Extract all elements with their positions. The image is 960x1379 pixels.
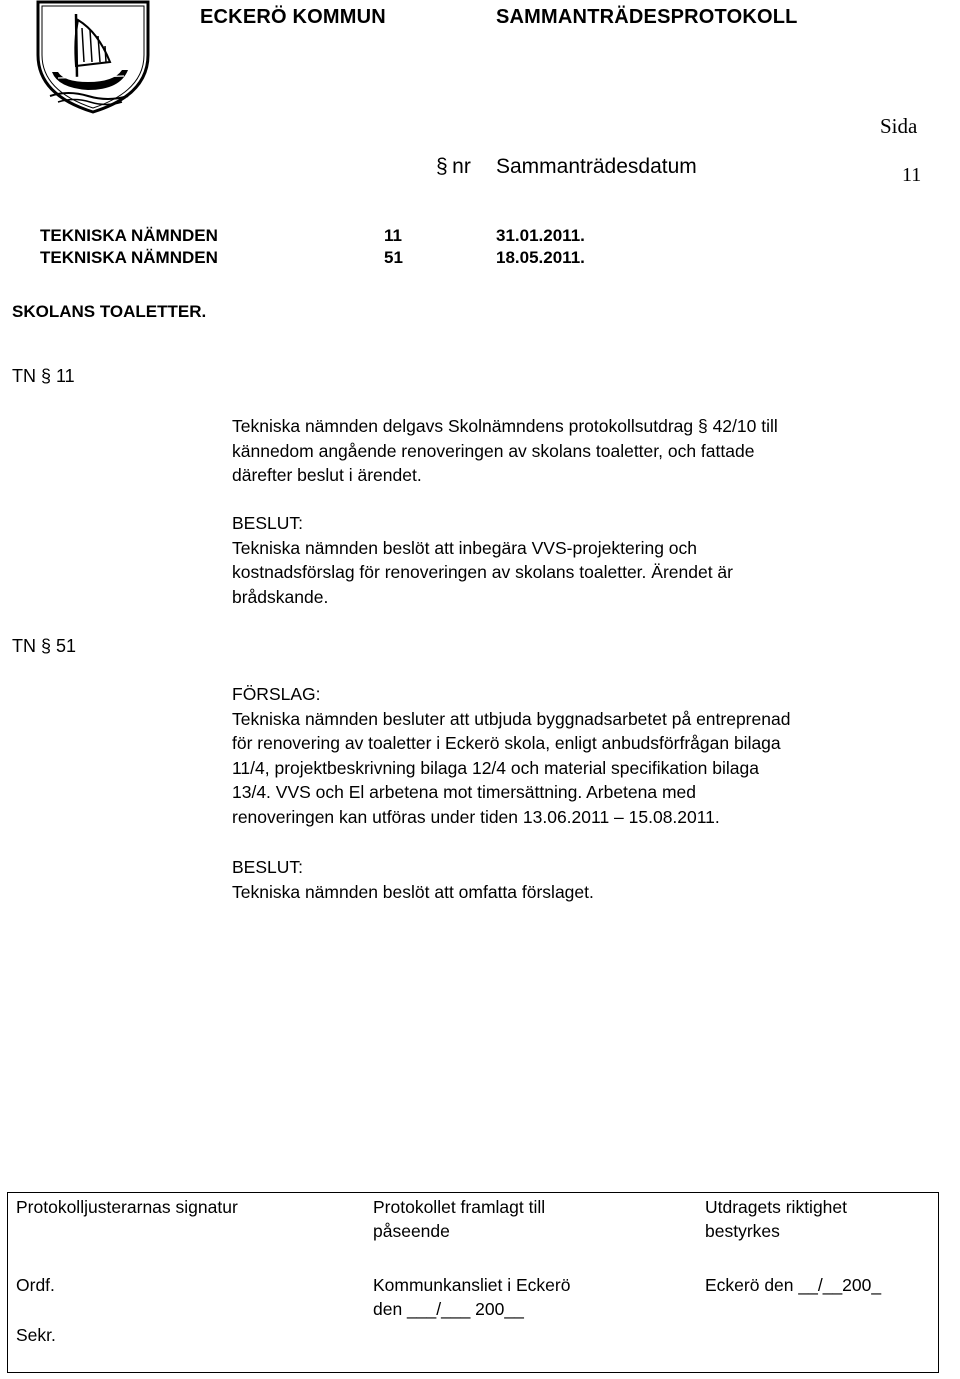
text-line: därefter beslut i ärendet. [232,465,422,485]
item-11-decision [232,511,733,609]
text-line: 11/4, projektbeskrivning bilaga 12/4 och material specifikation bilaga [232,757,759,778]
text-line: brådskande. [232,586,329,607]
text-line: 13/4. VVS och El arbetena mot timersättning. Arbetena med [232,782,697,802]
text-line: Tekniska nämnden beslöt att inbegära VVS-projektering och [232,537,697,558]
meeting-body-2: TEKNISKA NÄMNDEN [40,248,218,267]
extract-verification-header [705,1195,847,1243]
nr-label-group [436,155,471,179]
meeting-nr-2: 51 [384,248,403,267]
text-line: Tekniska nämnden delgavs Skolnämndens protokollsutdrag § 42/10 till [232,416,778,436]
municipality-name: ECKERÖ KOMMUN [200,6,386,28]
proposal-label: FÖRSLAG: [232,684,321,704]
nr-label: nr [452,155,471,178]
page-label: Sida [880,114,918,138]
header-line: påseende [373,1221,450,1241]
meeting-date-2: 18.05.2011. [496,248,585,267]
chair-signature-label: Ordf. [16,1275,55,1295]
date-label: Sammanträdesdatum [496,155,697,178]
matter-heading: SKOLANS TOALETTER. [12,302,207,321]
value-line: Kommunkansliet i Eckerö [373,1275,571,1295]
decision-label: BESLUT: [232,513,303,533]
posted-location [373,1273,570,1321]
decision-label: BESLUT: [232,857,303,877]
item-11-intro [232,414,778,488]
page-number: 11 [902,164,922,186]
header-line: Protokollet framlagt till [373,1197,546,1217]
meeting-nr-1: 11 [384,226,402,245]
signature-box [7,1192,939,1373]
meeting-date-1: 31.01.2011. [496,226,585,245]
text-line: renoveringen kan utföras under tiden 13.06.2011 – 15.08.2011. [232,806,720,827]
item-51-decision [232,855,594,904]
item-51-proposal [232,682,790,829]
signature-header: Protokolljusterarnas signatur [16,1197,238,1217]
text-line: kännedom angående renoveringen av skolans toaletter, och fattade [232,440,755,461]
verification-date: Eckerö den __/__200_ [705,1275,882,1295]
item-label-tn-11: TN § 11 [12,366,75,386]
value-line: den ___/___ 200__ [373,1299,524,1319]
header-line: bestyrkes [705,1221,780,1241]
document-type: SAMMANTRÄDESPROTOKOLL [496,6,798,28]
text-line: för renovering av toaletter i Eckerö skola, enligt anbudsförfrågan bilaga [232,733,781,753]
text-line: Tekniska nämnden besluter att utbjuda byggnadsarbetet på entreprenad [232,708,791,729]
meeting-body-1: TEKNISKA NÄMNDEN [40,226,218,245]
text-line: Tekniska nämnden beslöt att omfatta förslaget. [232,881,594,902]
item-label-tn-51: TN § 51 [12,636,77,656]
municipality-coat-of-arms-logo [28,0,158,114]
header-line: Utdragets riktighet [705,1197,848,1217]
section-symbol: § [436,155,448,178]
secretary-signature-label: Sekr. [16,1325,56,1345]
text-line: kostnadsförslag för renoveringen av skolans toaletter. Ärendet är [232,562,733,582]
posted-for-inspection-header [373,1195,545,1243]
